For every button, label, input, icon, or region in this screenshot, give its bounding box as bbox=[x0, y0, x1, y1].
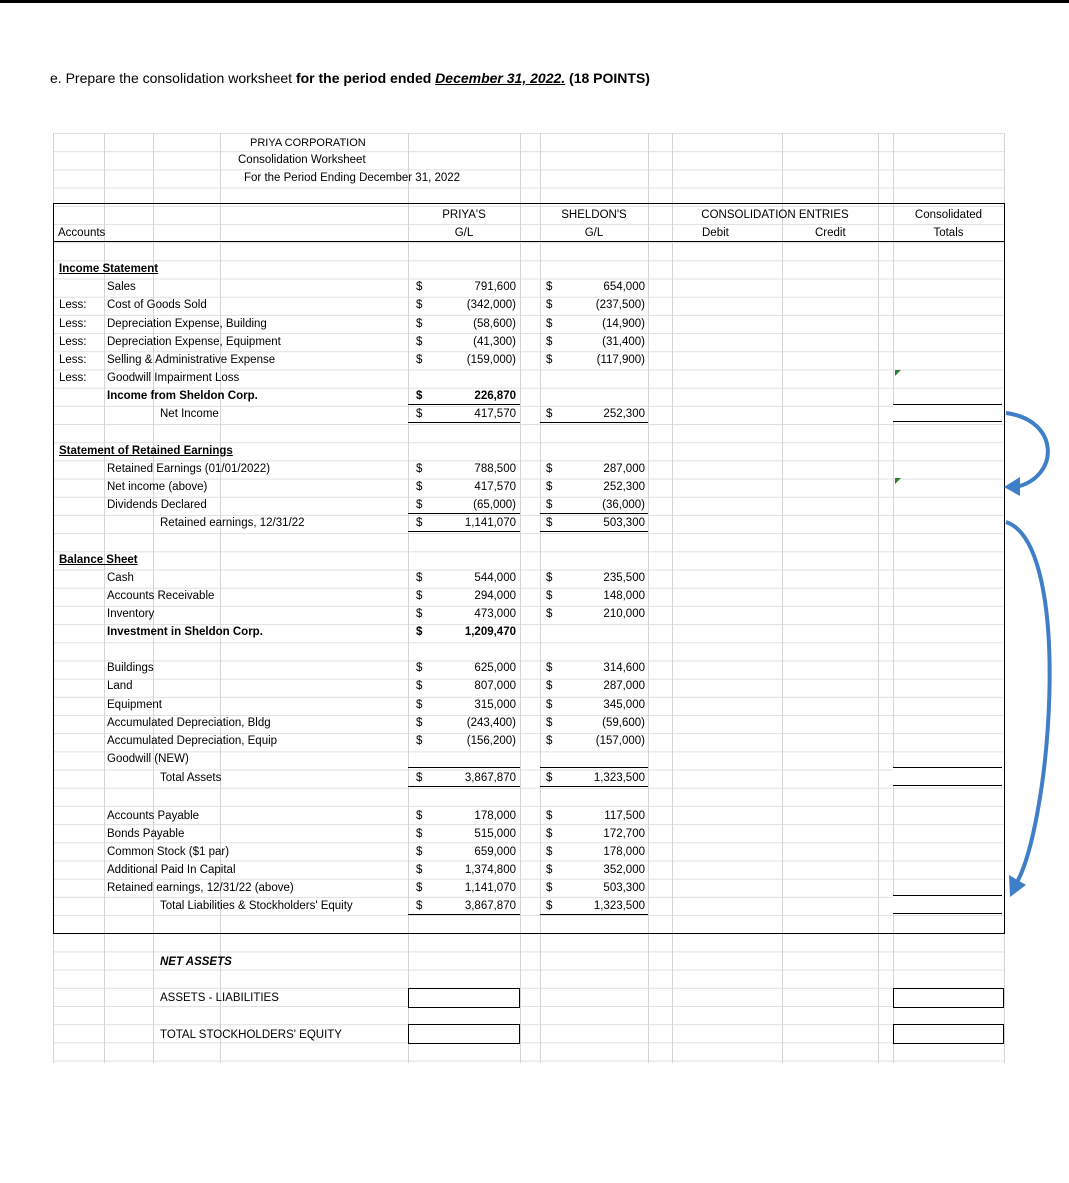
dollar-sign: $ bbox=[416, 463, 423, 475]
ending-re-sheldon: 503,300 bbox=[603, 517, 645, 529]
sheldon-value: (117,900) bbox=[596, 354, 645, 366]
row-prefix: Less: bbox=[59, 354, 87, 366]
balance-sheet-heading: Balance Sheet bbox=[59, 554, 138, 566]
row-label: Selling & Administrative Expense bbox=[107, 354, 276, 366]
sheldon-value: 345,000 bbox=[603, 699, 645, 711]
sheldon-value: (31,400) bbox=[602, 336, 645, 348]
row-label: Net income (above) bbox=[107, 481, 208, 493]
company-title: PRIYA CORPORATION bbox=[250, 137, 366, 149]
net-income-label: Net Income bbox=[160, 408, 219, 420]
flow-arrows bbox=[1000, 395, 1069, 915]
dollar-sign: $ bbox=[416, 318, 423, 330]
underline-rule bbox=[408, 422, 520, 423]
dollar-sign: $ bbox=[416, 735, 423, 747]
table-top-border bbox=[53, 203, 1005, 204]
sheldon-value: 503,300 bbox=[603, 882, 645, 894]
row-label: Cash bbox=[107, 572, 134, 584]
dollar-sign: $ bbox=[546, 717, 553, 729]
arrow-net-income-to-retained-earnings bbox=[1004, 413, 1048, 496]
priya-net-assets-input[interactable] bbox=[408, 988, 520, 1008]
priya-value: (58,600) bbox=[473, 318, 516, 330]
sheldon-value: 235,500 bbox=[603, 572, 645, 584]
total-assets-priya: 3,867,870 bbox=[464, 772, 516, 784]
row-label: Goodwill Impairment Loss bbox=[107, 372, 240, 384]
dollar-sign: $ bbox=[546, 662, 553, 674]
net-income-sheldon: 252,300 bbox=[603, 408, 645, 420]
dollar-sign: $ bbox=[416, 772, 423, 784]
accounts-header: Accounts bbox=[58, 227, 106, 239]
row-prefix: Less: bbox=[59, 318, 87, 330]
top-border bbox=[0, 0, 1069, 3]
table-bottom-border bbox=[53, 933, 1005, 934]
dollar-sign: $ bbox=[546, 281, 553, 293]
row-prefix: Less: bbox=[59, 372, 87, 384]
dollar-sign: $ bbox=[416, 900, 423, 912]
consolidated-total-assets-cell[interactable] bbox=[893, 767, 1002, 786]
priya-value: 791,600 bbox=[474, 281, 516, 293]
dollar-sign: $ bbox=[416, 336, 423, 348]
sheldon-value: 172,700 bbox=[603, 828, 645, 840]
retained-earnings-heading: Statement of Retained Earnings bbox=[59, 445, 233, 457]
row-label: Accumulated Depreciation, Equip bbox=[107, 735, 278, 747]
sheldon-value: (14,900) bbox=[602, 318, 645, 330]
sheldon-value: 314,600 bbox=[603, 662, 645, 674]
row-label: Buildings bbox=[107, 662, 154, 674]
sheldon-header-1: SHELDON'S bbox=[561, 209, 627, 221]
row-label: Depreciation Expense, Building bbox=[107, 318, 267, 330]
row-label: Sales bbox=[107, 281, 136, 293]
grid-col-line bbox=[220, 133, 221, 1063]
sheldon-value: 287,000 bbox=[603, 680, 645, 692]
question-points: (18 POINTS) bbox=[565, 70, 650, 86]
sheldon-value: (59,600) bbox=[602, 717, 645, 729]
underline-rule bbox=[408, 914, 520, 915]
priya-value: 178,000 bbox=[474, 810, 516, 822]
ending-re-priya: 1,141,070 bbox=[464, 517, 516, 529]
dollar-sign: $ bbox=[546, 299, 553, 311]
dollar-sign: $ bbox=[416, 717, 423, 729]
sheldon-header-2: G/L bbox=[584, 227, 604, 239]
sheldon-value: 654,000 bbox=[603, 281, 645, 293]
row-label: Retained Earnings (01/01/2022) bbox=[107, 463, 271, 475]
dollar-sign: $ bbox=[416, 517, 423, 529]
row-label: Land bbox=[107, 680, 133, 692]
priya-value: 625,000 bbox=[474, 662, 516, 674]
grid-col-line bbox=[540, 133, 541, 1063]
underline-rule bbox=[408, 786, 520, 787]
dollar-sign: $ bbox=[546, 408, 553, 420]
priya-value: (159,000) bbox=[466, 354, 516, 366]
dollar-sign: $ bbox=[546, 499, 553, 511]
sheldon-value: 117,500 bbox=[604, 810, 645, 822]
priya-value: (65,000) bbox=[473, 499, 516, 511]
dollar-sign: $ bbox=[416, 481, 423, 493]
consolidated-net-assets-input[interactable] bbox=[893, 988, 1004, 1008]
dollar-sign: $ bbox=[416, 408, 423, 420]
grid-col-line bbox=[648, 133, 649, 1063]
row-label: Accounts Receivable bbox=[107, 590, 215, 602]
total-assets-label: Total Assets bbox=[160, 772, 222, 784]
priya-value: 1,141,070 bbox=[464, 882, 516, 894]
underline-rule bbox=[408, 767, 520, 768]
consolidated-total-equity-input[interactable] bbox=[893, 1024, 1004, 1044]
row-label: Goodwill (NEW) bbox=[107, 753, 189, 765]
dollar-sign: $ bbox=[416, 590, 423, 602]
dollar-sign: $ bbox=[546, 699, 553, 711]
underline-rule bbox=[540, 422, 648, 423]
row-label: Equipment bbox=[107, 699, 162, 711]
priya-value: (243,400) bbox=[466, 717, 516, 729]
row-label: Accumulated Depreciation, Bldg bbox=[107, 717, 271, 729]
row-label: Cost of Goods Sold bbox=[107, 299, 207, 311]
dollar-sign: $ bbox=[416, 572, 423, 584]
dollar-sign: $ bbox=[416, 662, 423, 674]
dollar-sign: $ bbox=[416, 699, 423, 711]
worksheet-title: Consolidation Worksheet bbox=[238, 154, 366, 166]
priya-value: (342,000) bbox=[466, 299, 516, 311]
dollar-sign: $ bbox=[416, 680, 423, 692]
total-liabilities-equity-label: Total Liabilities & Stockholders' Equity bbox=[160, 900, 353, 912]
priya-value: 1,209,470 bbox=[464, 626, 516, 638]
row-label: Inventory bbox=[107, 608, 155, 620]
dollar-sign: $ bbox=[416, 846, 423, 858]
priya-value: 807,000 bbox=[474, 680, 516, 692]
header-bottom-border bbox=[53, 241, 1005, 242]
dollar-sign: $ bbox=[546, 608, 553, 620]
priya-header-2: G/L bbox=[454, 227, 474, 239]
debit-header: Debit bbox=[702, 227, 729, 239]
row-label: Bonds Payable bbox=[107, 828, 185, 840]
grid-col-line bbox=[782, 133, 783, 1063]
net-assets-title: NET ASSETS bbox=[160, 956, 232, 968]
priya-value: 515,000 bbox=[474, 828, 516, 840]
dollar-sign: $ bbox=[546, 882, 553, 894]
dollar-sign: $ bbox=[546, 864, 553, 876]
question-prefix: e. Prepare the consolidation worksheet bbox=[50, 70, 296, 86]
dollar-sign: $ bbox=[546, 828, 553, 840]
row-label: Additional Paid In Capital bbox=[107, 864, 236, 876]
dollar-sign: $ bbox=[546, 846, 553, 858]
consolidation-entries-header: CONSOLIDATION ENTRIES bbox=[701, 209, 849, 221]
row-label: Depreciation Expense, Equipment bbox=[107, 336, 281, 348]
dollar-sign: $ bbox=[416, 626, 423, 638]
priya-value: 226,870 bbox=[474, 390, 516, 402]
dollar-sign: $ bbox=[416, 882, 423, 894]
priya-value: (41,300) bbox=[473, 336, 516, 348]
row-label: Income from Sheldon Corp. bbox=[107, 390, 258, 402]
consolidated-net-income-cell[interactable] bbox=[893, 404, 1002, 422]
dollar-sign: $ bbox=[546, 517, 553, 529]
assets-liabilities-label: ASSETS - LIABILITIES bbox=[160, 992, 279, 1004]
consolidated-header: Consolidated bbox=[914, 209, 983, 221]
ending-retained-earnings-label: Retained earnings, 12/31/22 bbox=[160, 517, 305, 529]
row-label: Retained earnings, 12/31/22 (above) bbox=[107, 882, 294, 894]
underline-rule bbox=[540, 513, 648, 514]
total-le-priya: 3,867,870 bbox=[464, 900, 516, 912]
total-stockholders-equity-label: TOTAL STOCKHOLDERS' EQUITY bbox=[160, 1029, 342, 1041]
row-prefix: Less: bbox=[59, 336, 87, 348]
period-title: For the Period Ending December 31, 2022 bbox=[244, 172, 461, 184]
dollar-sign: $ bbox=[546, 354, 553, 366]
grid-col-line bbox=[893, 133, 894, 1063]
underline-rule bbox=[408, 404, 520, 405]
underline-rule bbox=[408, 531, 520, 532]
row-label: Common Stock ($1 par) bbox=[107, 846, 230, 858]
priya-value: 315,000 bbox=[474, 699, 516, 711]
dollar-sign: $ bbox=[546, 481, 553, 493]
priya-value: 1,374,800 bbox=[464, 864, 516, 876]
dollar-sign: $ bbox=[546, 680, 553, 692]
sheldon-value: (237,500) bbox=[595, 299, 645, 311]
question-bold: for the period ended bbox=[295, 70, 436, 86]
dollar-sign: $ bbox=[546, 772, 553, 784]
sheldon-value: 252,300 bbox=[603, 481, 645, 493]
dollar-sign: $ bbox=[546, 590, 553, 602]
credit-header: Credit bbox=[815, 227, 846, 239]
grid-col-line bbox=[878, 133, 879, 1063]
sheldon-value: 352,000 bbox=[603, 864, 645, 876]
dollar-sign: $ bbox=[416, 608, 423, 620]
table-left-border bbox=[53, 203, 54, 933]
sheldon-value: (36,000) bbox=[602, 499, 645, 511]
underline-rule bbox=[408, 513, 520, 514]
total-le-sheldon: 1,323,500 bbox=[593, 900, 645, 912]
priya-value: (156,200) bbox=[466, 735, 516, 747]
priya-value: 417,570 bbox=[474, 481, 516, 493]
grid-col-line bbox=[520, 133, 521, 1063]
dollar-sign: $ bbox=[416, 390, 423, 402]
underline-rule bbox=[540, 767, 648, 768]
sheldon-value: 287,000 bbox=[603, 463, 645, 475]
dollar-sign: $ bbox=[416, 499, 423, 511]
dollar-sign: $ bbox=[416, 864, 423, 876]
underline-rule bbox=[540, 786, 648, 787]
net-income-priya: 417,570 bbox=[474, 408, 516, 420]
dollar-sign: $ bbox=[546, 336, 553, 348]
cell-comment-marker bbox=[895, 478, 901, 484]
income-statement-heading: Income Statement bbox=[59, 263, 159, 275]
arrow-retained-earnings-to-balance-sheet bbox=[1006, 522, 1050, 897]
dollar-sign: $ bbox=[546, 810, 553, 822]
consolidated-total-le-cell[interactable] bbox=[893, 895, 1002, 914]
priya-header-1: PRIYA'S bbox=[442, 209, 486, 221]
dollar-sign: $ bbox=[546, 463, 553, 475]
dollar-sign: $ bbox=[416, 828, 423, 840]
dollar-sign: $ bbox=[546, 735, 553, 747]
underline-rule bbox=[540, 914, 648, 915]
grid-col-line bbox=[672, 133, 673, 1063]
dollar-sign: $ bbox=[546, 900, 553, 912]
row-label: Dividends Declared bbox=[107, 499, 207, 511]
grid-col-line bbox=[408, 133, 409, 1063]
dollar-sign: $ bbox=[546, 318, 553, 330]
dollar-sign: $ bbox=[546, 572, 553, 584]
sheldon-value: 148,000 bbox=[603, 590, 645, 602]
row-label: Accounts Payable bbox=[107, 810, 200, 822]
dollar-sign: $ bbox=[416, 810, 423, 822]
dollar-sign: $ bbox=[416, 354, 423, 366]
row-label: Investment in Sheldon Corp. bbox=[107, 626, 263, 638]
question-title bbox=[50, 70, 650, 86]
sheldon-value: 178,000 bbox=[603, 846, 645, 858]
cell-comment-marker bbox=[895, 370, 901, 376]
priya-value: 544,000 bbox=[474, 572, 516, 584]
underline-rule bbox=[540, 531, 648, 532]
totals-header: Totals bbox=[933, 227, 964, 239]
total-assets-sheldon: 1,323,500 bbox=[593, 772, 645, 784]
row-prefix: Less: bbox=[59, 299, 87, 311]
dollar-sign: $ bbox=[416, 281, 423, 293]
priya-value: 788,500 bbox=[474, 463, 516, 475]
sheldon-value: (157,000) bbox=[595, 735, 645, 747]
priya-total-equity-input[interactable] bbox=[408, 1024, 520, 1044]
question-date: December 31, 2022. bbox=[435, 70, 566, 86]
dollar-sign: $ bbox=[416, 299, 423, 311]
priya-value: 473,000 bbox=[474, 608, 516, 620]
priya-value: 659,000 bbox=[474, 846, 516, 858]
priya-value: 294,000 bbox=[474, 590, 516, 602]
sheldon-value: 210,000 bbox=[603, 608, 645, 620]
